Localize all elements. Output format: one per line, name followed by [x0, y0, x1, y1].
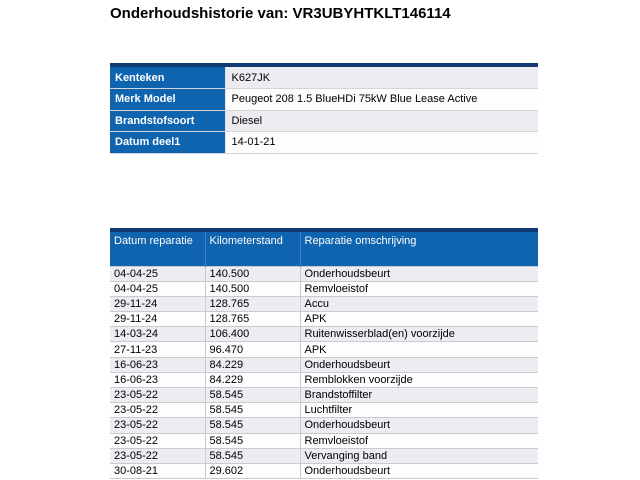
table-row: [110, 266, 538, 281]
table-row: [110, 281, 538, 296]
info-label: Kenteken: [110, 67, 225, 89]
repair-description: Ruitenwisserblad(en) voorzijde: [300, 327, 538, 342]
repair-date: 23-05-22: [110, 448, 205, 463]
repair-description: Onderhoudsbeurt: [300, 463, 538, 478]
repair-date: 16-06-23: [110, 357, 205, 372]
odometer-value: 106.400: [205, 327, 300, 342]
repair-description: Onderhoudsbeurt: [300, 357, 538, 372]
odometer-value: 58.545: [205, 448, 300, 463]
repair-date: 29-11-24: [110, 312, 205, 327]
vehicle-info-row: [110, 132, 538, 154]
repair-description: APK: [300, 312, 538, 327]
maintenance-history-grid: [110, 232, 538, 479]
repair-date: 23-05-22: [110, 418, 205, 433]
table-row: [110, 357, 538, 372]
odometer-value: 140.500: [205, 266, 300, 281]
vehicle-info-table: [110, 63, 538, 154]
table-row: [110, 342, 538, 357]
repair-date: 16-06-23: [110, 372, 205, 387]
repair-description: Onderhoudsbeurt: [300, 266, 538, 281]
repair-description: Luchtfilter: [300, 403, 538, 418]
repair-date: 27-11-23: [110, 342, 205, 357]
odometer-value: 58.545: [205, 403, 300, 418]
repair-description: Onderhoudsbeurt: [300, 418, 538, 433]
table-row: [110, 372, 538, 387]
repair-date: 23-05-22: [110, 403, 205, 418]
table-row: [110, 327, 538, 342]
repair-description: APK: [300, 342, 538, 357]
repair-description: Brandstoffilter: [300, 388, 538, 403]
maintenance-history-table: [110, 228, 538, 479]
info-label: Datum deel1: [110, 132, 225, 154]
info-value: K627JK: [225, 67, 538, 89]
table-row: [110, 296, 538, 311]
odometer-value: 84.229: [205, 372, 300, 387]
repair-description: Accu: [300, 296, 538, 311]
vehicle-info-row: [110, 89, 538, 111]
table-row: [110, 388, 538, 403]
vehicle-info-grid: [110, 67, 538, 154]
odometer-value: 140.500: [205, 281, 300, 296]
repair-date: 29-11-24: [110, 296, 205, 311]
odometer-value: 29.602: [205, 463, 300, 478]
table-row: [110, 463, 538, 478]
column-header: Reparatie omschrijving: [300, 232, 538, 266]
vehicle-info-row: [110, 110, 538, 132]
repair-description: Remvloeistof: [300, 433, 538, 448]
repair-description: Remblokken voorzijde: [300, 372, 538, 387]
odometer-value: 58.545: [205, 433, 300, 448]
repair-date: 04-04-25: [110, 281, 205, 296]
repair-date: 30-08-21: [110, 463, 205, 478]
table-row: [110, 418, 538, 433]
odometer-value: 128.765: [205, 296, 300, 311]
odometer-value: 84.229: [205, 357, 300, 372]
table-row: [110, 448, 538, 463]
column-header: Datum reparatie: [110, 232, 205, 266]
table-row: [110, 312, 538, 327]
repair-description: Remvloeistof: [300, 281, 538, 296]
column-header: Kilometerstand: [205, 232, 300, 266]
vehicle-info-row: [110, 67, 538, 89]
info-value: 14-01-21: [225, 132, 538, 154]
info-value: Peugeot 208 1.5 BlueHDi 75kW Blue Lease Active: [225, 89, 538, 111]
page-title: Onderhoudshistorie van: VR3UBYHTKLT146114: [110, 5, 451, 22]
repair-date: 23-05-22: [110, 388, 205, 403]
info-label: Merk Model: [110, 89, 225, 111]
table-row: [110, 433, 538, 448]
odometer-value: 58.545: [205, 418, 300, 433]
table-header-row: [110, 232, 538, 266]
odometer-value: 128.765: [205, 312, 300, 327]
odometer-value: 58.545: [205, 388, 300, 403]
table-row: [110, 403, 538, 418]
info-value: Diesel: [225, 110, 538, 132]
info-label: Brandstofsoort: [110, 110, 225, 132]
repair-description: Vervanging band: [300, 448, 538, 463]
repair-date: 14-03-24: [110, 327, 205, 342]
odometer-value: 96.470: [205, 342, 300, 357]
repair-date: 23-05-22: [110, 433, 205, 448]
repair-date: 04-04-25: [110, 266, 205, 281]
